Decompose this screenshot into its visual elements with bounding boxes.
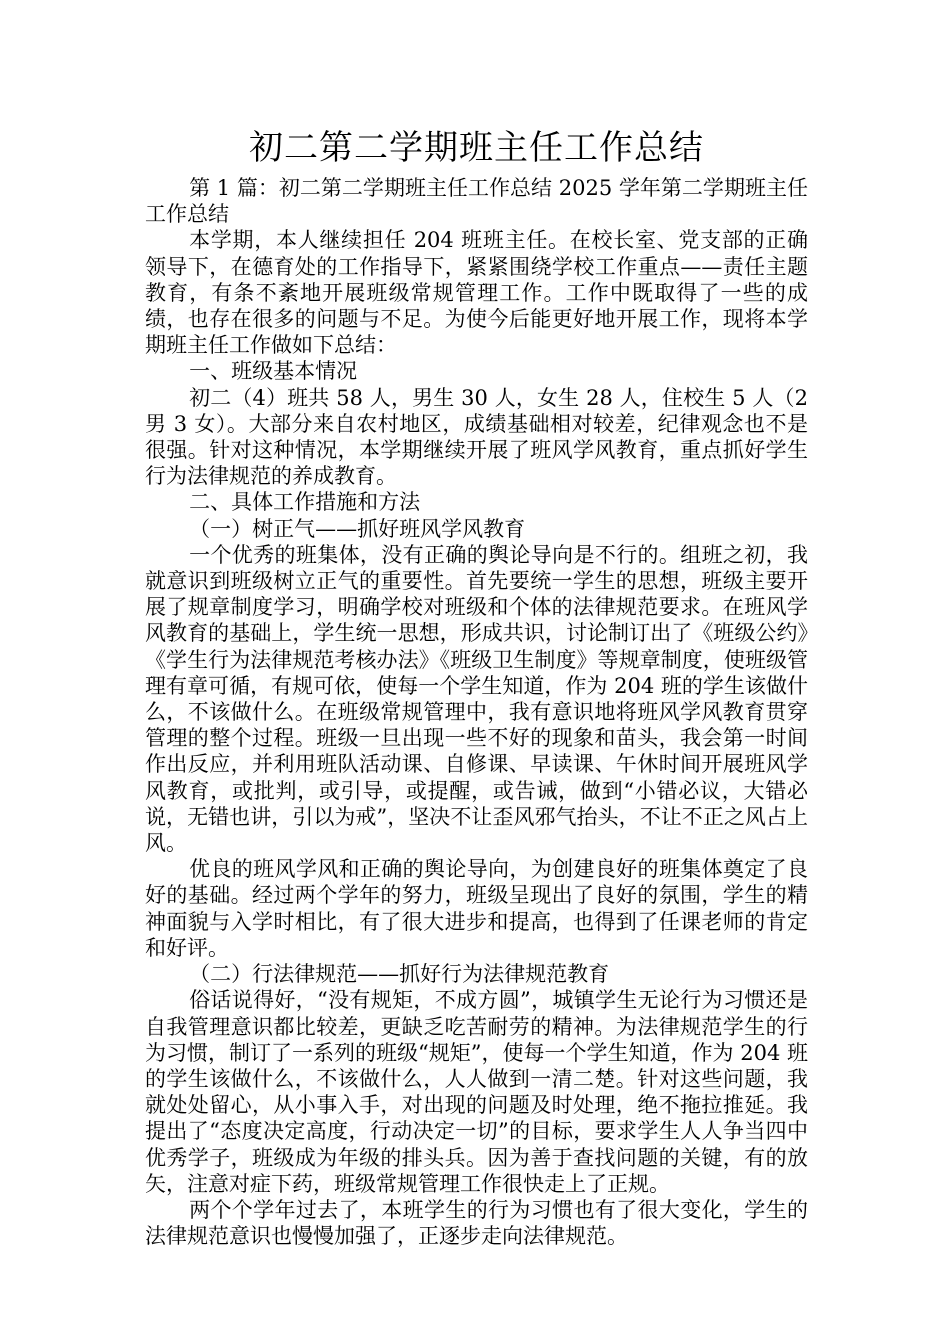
document-page: [145, 125, 808, 1249]
norms-paragraph-2: 两个个学年过去了，本班学生的行为习惯也有了很大变化，学生的法律规范意识也慢慢加强了，正逐步走向法律规范。: [145, 1197, 808, 1249]
measures-paragraph-1: 一个优秀的班集体，没有正确的舆论导向是不行的。组班之初，我就意识到班级树立正气的重要性。首先要统一学生的思想，班级主要开展了规章制度学习，明确学校对班级和个体的法律规范要求。在班风学风教育的基础上，学生统一思想，形成共识，讨论制订出了《班级公约》《学生行为法律规范考核办法》《班级卫生制度》等规章制度，使班级管理有章可循，有规可依，使每一个学生知道，作为 204 班的学生该做什么，不该做什么。在班级常规管理中，我有意识地将班风学风教育贯穿管理的整个过程。班级一旦出现一些不好的现象和苗头，我会第一时间作出反应，并利用班队活动课、自修课、早读课、午休时间开展班风学风教育，或批判，或引导，或提醒，或告诫，做到“小错必议，大错必说，无错也讲，引以为戒”，坚决不让歪风邪气抬头，不让不正之风占上风。: [145, 542, 808, 856]
section-heading-class-info: 一、班级基本情况: [189, 359, 358, 384]
subsection-heading-2: （二）行法律规范——抓好行为法律规范教育: [189, 962, 610, 987]
measures-paragraph-2: 优良的班风学风和正确的舆论导向，为创建良好的班集体奠定了良好的基础。经过两个学年的努力，班级呈现出了良好的氛围，学生的精神面貌与入学时相比，有了很大进步和提高，也得到了任课老师的肯定和好评。: [145, 857, 808, 960]
intro-paragraph: 本学期，本人继续担任 204 班班主任。在校长室、党支部的正确领导下，在德育处的工作指导下，紧紧围绕学校工作重点——责任主题教育，有条不紊地开展班级常规管理工作。工作中既取得了一些的成绩，也存在很多的问题与不足。为使今后能更好地开展工作，现将本学期班主任工作做如下总结：: [145, 228, 808, 358]
norms-paragraph-1: 俗话说得好，“没有规矩，不成方圆”，城镇学生无论行为习惯还是自我管理意识都比较差，更缺乏吃苦耐劳的精神。为法律规范学生的行为习惯，制订了一系列的班级“规矩”，使每一个学生知道，作为 204 班的学生该做什么，不该做什么，人人做到一清二楚。针对这些问题，我就处处留心，从小事入手，对出现的问题及时处理，绝不拖拉推延。我提出了“态度决定高度，行动决定一切”的目标，要求学生人人争当四中优秀学子，班级成为年级的排头兵。因为善于查找问题的关键，有的放矢，注意对症下药，班级常规管理工作很快走上了正规。: [145, 988, 808, 1196]
subtitle-paragraph: 第 1 篇：初二第二学期班主任工作总结 2025 学年第二学期班主任工作总结: [145, 176, 808, 227]
subsection-heading-1: （一）树正气——抓好班风学风教育: [189, 516, 526, 541]
class-info-paragraph: 初二（4）班共 58 人，男生 30 人，女生 28 人，住校生 5 人（2 男 3 女）。大部分来自农村地区，成绩基础相对较差，纪律观念也不是很强。针对这种情况，本学期继续开展了班风学风教育，重点抓好学生行为法律规范的养成教育。: [145, 385, 808, 489]
document-title: 初二第二学期班主任工作总结: [249, 128, 704, 168]
section-heading-measures: 二、具体工作措施和方法: [189, 490, 421, 515]
